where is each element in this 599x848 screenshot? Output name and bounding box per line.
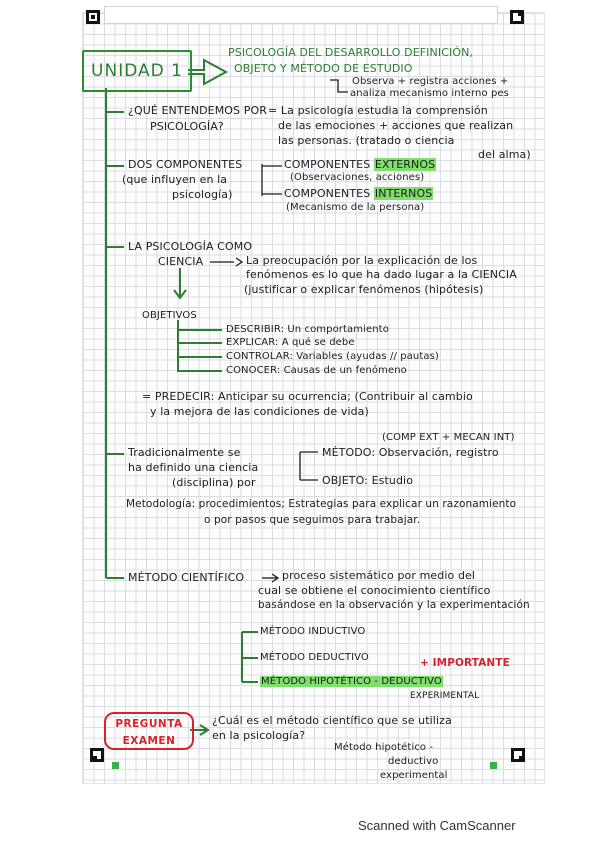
components-label-line3: psicología) [172, 188, 233, 201]
components-label-line2: (que influyen en la [122, 173, 228, 186]
objective-item: CONTROLAR: Variables (ayudas // pautas) [226, 351, 439, 362]
science-text-line3: (justificar o explicar fenómenos (hipótesis) [244, 283, 484, 296]
method-item: MÉTODO DEDUCTIVO [260, 652, 369, 663]
objective-item: EXPLICAR: A qué se debe [226, 337, 355, 348]
method-item: MÉTODO INDUCTIVO [260, 626, 366, 637]
science-text-line1: La preocupación por la explicación de los [246, 254, 478, 267]
important-label: + IMPORTANTE [420, 657, 510, 669]
internal-components-note: (Mecanismo de la persona) [286, 202, 425, 213]
q1-answer-line3: las personas. (tratado o ciencia [278, 134, 455, 147]
scientific-method-line1: proceso sistemático por medio del [282, 569, 476, 582]
exam-answer-line2: deductivo [388, 756, 439, 767]
q1-answer-line4: del alma) [478, 148, 531, 161]
method-item-extra: EXPERIMENTAL [410, 691, 480, 701]
external-components-note: (Observaciones, acciones) [290, 172, 425, 183]
traditional-line2: ha definido una ciencia [128, 461, 259, 474]
exam-badge-line2: EXAMEN [122, 735, 176, 747]
methodology-line2: o por pasos que seguimos para trabajar. [204, 514, 421, 526]
scientific-method-line3: basándose en la observación y la experimentación [258, 599, 530, 611]
q1-answer-line2: de las emociones + acciones que realizan [278, 119, 514, 132]
objective-item: DESCRIBIR: Un comportamiento [226, 324, 389, 335]
scientific-method-label: MÉTODO CIENTÍFICO [128, 571, 245, 584]
page-title-line1: PSICOLOGÍA DEL DESARROLLO DEFINICIÓN, [228, 46, 473, 59]
exam-badge [104, 712, 194, 750]
unit-title-box [82, 50, 192, 92]
predict-line2: y la mejora de las condiciones de vida) [150, 405, 369, 418]
method-item-highlighted: MÉTODO HIPOTÉTICO - DEDUCTIVO [261, 676, 442, 687]
title-note-line2: analiza mecanismo interno pes [350, 88, 509, 99]
internal-components: COMPONENTES INTERNOS [284, 187, 433, 200]
traditional-method: MÉTODO: Observación, registro [322, 446, 499, 459]
scientific-method-line2: cual se obtiene el conocimiento científico [258, 584, 491, 597]
title-note-line1: Observa + registra acciones + [352, 76, 509, 87]
traditional-note: (COMP EXT + MECAN INT) [382, 432, 515, 443]
components-label-line1: DOS COMPONENTES [128, 158, 243, 171]
science-label-line1: LA PSICOLOGÍA COMO [128, 240, 253, 253]
traditional-line3: (disciplina) por [172, 476, 256, 489]
q1-question-line2: PSICOLOGÍA? [150, 120, 224, 133]
exam-answer-line3: experimental [380, 770, 448, 781]
q1-question-line1: ¿QUÉ ENTENDEMOS POR [128, 104, 267, 117]
science-text-line2: fenómenos es lo que ha dado lugar a la CIENCIA [246, 268, 517, 281]
traditional-object: OBJETO: Estudio [322, 474, 414, 487]
exam-question-line2: en la psicología? [212, 729, 306, 742]
objective-item: CONOCER: Causas de un fenómeno [226, 365, 407, 376]
scanner-watermark: Scanned with CamScanner [358, 818, 516, 833]
external-components: COMPONENTES EXTERNOS [284, 158, 436, 171]
exam-badge-line1: PREGUNTA [115, 718, 183, 730]
q1-answer-line1: = La psicología estudia la comprensión [268, 104, 488, 117]
science-label-line2: CIENCIA [158, 255, 204, 268]
predict-line1: = PREDECIR: Anticipar su ocurrencia; (Contribuir al cambio [142, 390, 473, 403]
exam-answer-line1: Método hipotético - [334, 742, 434, 753]
methodology-line1: Metodología: procedimientos; Estrategias para explicar un razonamiento [126, 498, 517, 510]
page-title-line2: OBJETO Y MÉTODO DE ESTUDIO [234, 62, 413, 75]
unit-label: UNIDAD 1 [91, 61, 183, 81]
objectives-label: OBJETIVOS [142, 310, 197, 321]
traditional-line1: Tradicionalmente se [128, 446, 241, 459]
exam-question-line1: ¿Cuál es el método científico que se utiliza [212, 714, 452, 727]
